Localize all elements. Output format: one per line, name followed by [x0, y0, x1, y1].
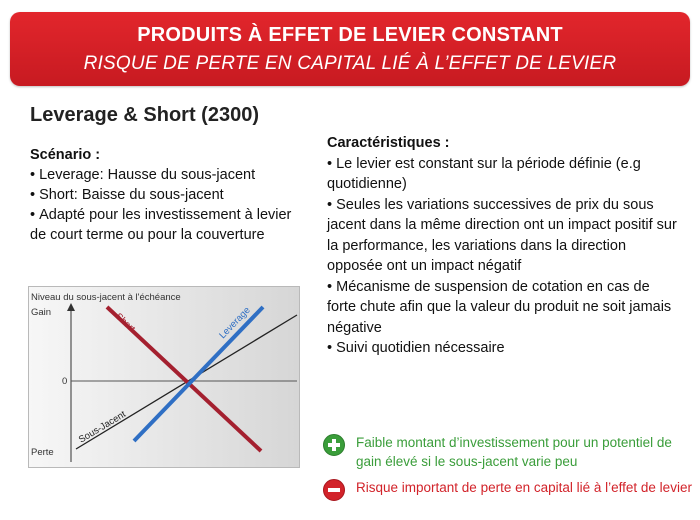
scenario-section: [30, 145, 300, 245]
leverage-label: Leverage: [217, 304, 253, 342]
scenario-list: [30, 165, 300, 245]
payoff-diagram: [28, 286, 300, 468]
feature-item-successive-variations: • Seules les variations successives de prix du sous jacent dans la même direction ont un impact positif sur la performance, les variations dans la direction opposée ont un impact négatif: [327, 195, 682, 277]
y-axis-title: Niveau du sous-jacent à l'échéance: [31, 292, 181, 303]
feature-item-constant-leverage: • Le levier est constant sur la période définie (e.g quotidienne): [327, 154, 682, 195]
scenario-item-short: • Short: Baisse du sous-jacent: [30, 185, 300, 205]
plus-circle-icon: [323, 434, 345, 456]
short-label: Short: [112, 311, 138, 335]
advantage-note: [323, 433, 693, 471]
features-list: [327, 154, 682, 359]
y-zero-label: 0: [62, 376, 68, 387]
risk-text: Risque important de perte en capital lié à l’effet de levier: [356, 480, 692, 495]
scenario-item-leverage: • Leverage: Hausse du sous-jacent: [30, 165, 300, 185]
y-top-label: Gain: [31, 307, 52, 318]
feature-item-daily-monitoring: • Suivi quotidien nécessaire: [327, 338, 682, 359]
header-banner: [10, 12, 690, 86]
header-subtitle: RISQUE DE PERTE EN CAPITAL LIÉ À L’EFFET DE LEVIER: [83, 53, 617, 74]
payoff-diagram-svg: [29, 287, 299, 467]
y-bottom-label: Perte: [31, 447, 54, 458]
scenario-item-usage: • Adapté pour les investissement à levier de court terme ou pour la couverture: [30, 205, 300, 245]
product-title: Leverage & Short (2300): [30, 104, 259, 126]
risk-note: [323, 478, 693, 501]
scenario-title: Scénario :: [30, 147, 101, 163]
minus-circle-icon: [323, 479, 345, 501]
underlying-label: Sous-Jacent: [76, 408, 128, 446]
features-section: [327, 133, 682, 359]
features-title: Caractéristiques :: [327, 135, 450, 151]
feature-item-suspension: • Mécanisme de suspension de cotation en cas de forte chute afin que la valeur du produit ne soit jamais négative: [327, 277, 682, 339]
leverage-line: [134, 304, 263, 441]
header-title: PRODUITS À EFFET DE LEVIER CONSTANT: [137, 24, 563, 46]
advantage-text: Faible montant d’investissement pour un potentiel de gain élevé si le sous-jacent varie peu: [356, 435, 672, 469]
